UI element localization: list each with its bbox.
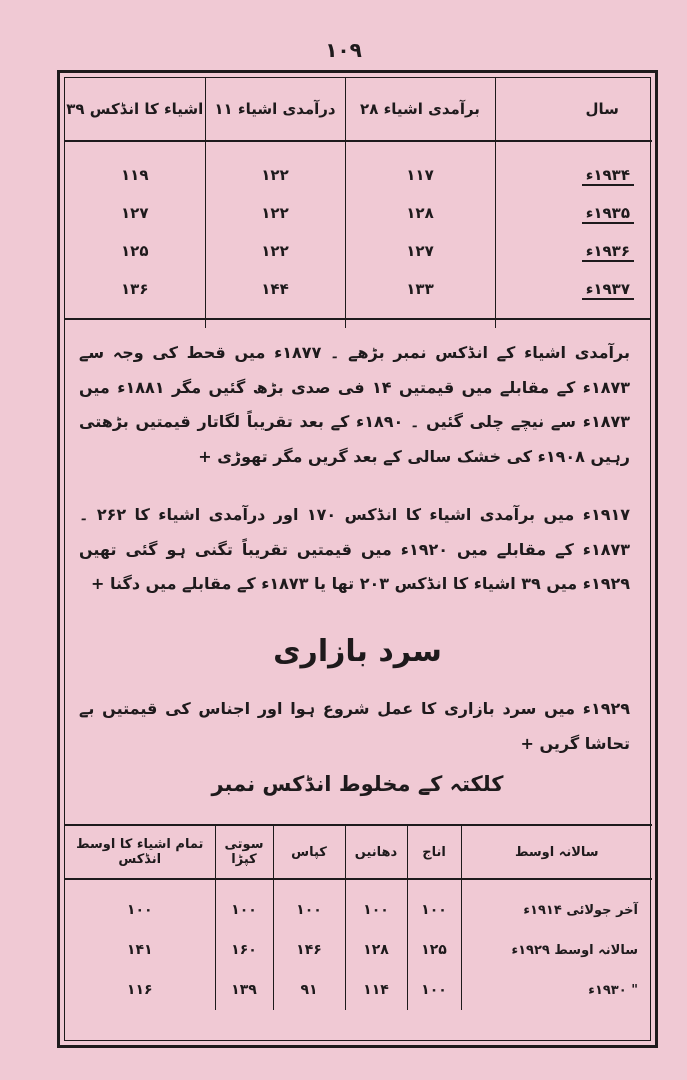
cell-cloth: ۱۰۰ <box>215 879 273 930</box>
top-index-table <box>65 78 652 328</box>
page-frame <box>57 70 658 1048</box>
cell-cloth: ۱۶۰ <box>215 930 273 970</box>
table-row <box>65 232 652 270</box>
year-label: ۱۹۳۷ء <box>582 280 634 300</box>
section-divider <box>65 318 650 320</box>
cell-period: آخر جولائی ۱۹۱۴ء <box>461 879 652 930</box>
cell-imports: ۱۲۲ <box>205 194 345 232</box>
cell-period: سالانہ اوسط ۱۹۲۹ء <box>461 930 652 970</box>
cell-exports: ۱۱۷ <box>345 141 495 194</box>
cell-year <box>495 194 652 232</box>
header-index: ۳۹ اشیاء کا انڈکس <box>65 78 205 141</box>
cell-cotton: ۱۰۰ <box>273 879 345 930</box>
cell-all: ۱۴۱ <box>126 942 153 958</box>
header-grain: اناج <box>407 825 461 879</box>
paragraph-1: برآمدی اشیاء کے انڈکس نمبر بڑھے ۔ ۱۸۷۷ء میں قحط کی وجہ سے ۱۸۷۳ء کے مقابلے میں قیمتیں ۱۴ فی صدی بڑھ گئیں مگر ۱۸۸۱ء میں ۱۸۷۳ء سے نیچے چلی گئیں ۔ ۱۸۹۰ء کے بعد تقریباً لگاتار قیمتیں بڑھتی رہیں ۱۹۰۸ء کی خشک سالی کے بعد گریں مگر تھوڑی + <box>79 343 630 466</box>
header-exports: ۲۸ برآمدی اشیاء <box>345 78 495 141</box>
header-cloth: سوتی کپڑا <box>215 825 273 879</box>
table-row <box>65 879 652 930</box>
header-all-items: تمام اشیاء کا اوسط انڈکس <box>65 825 215 879</box>
cell-imports: ۱۴۴ <box>205 270 345 328</box>
page-number: ۱۰۹ <box>325 38 362 62</box>
header-period: سالانہ اوسط <box>461 825 652 879</box>
cell-index: ۱۲۵ <box>121 242 149 260</box>
year-label: ۱۹۳۶ء <box>582 242 634 262</box>
header-year: سال <box>495 78 652 141</box>
cell-imports: ۱۲۲ <box>205 141 345 194</box>
cell-exports: ۱۳۳ <box>345 270 495 328</box>
paragraph-2: ۱۹۱۷ء میں برآمدی اشیاء کا انڈکس ۱۷۰ اور درآمدی اشیاء کا ۲۶۲ ۔ ۱۸۷۳ء کے مقابلے میں ۱۹۲۰ء میں قیمتیں تقریباً تگنی ہو گئی تھیں ۱۹۲۹ء میں ۳۹ اشیاء کا انڈکس ۲۰۳ تھا یا ۱۸۷۳ء کے مقابلے میں دگنا + <box>79 505 630 593</box>
header-pulses: دھانیں <box>345 825 407 879</box>
cell-imports: ۱۲۲ <box>205 232 345 270</box>
table-row <box>65 970 652 1010</box>
header-cotton: کپاس <box>273 825 345 879</box>
cell-cotton: ۹۱ <box>273 970 345 1010</box>
header-imports: ۱۱ درآمدی اشیاء <box>205 78 345 141</box>
cell-year <box>495 141 652 194</box>
cell-pulses: ۱۲۸ <box>345 930 407 970</box>
cell-pulses: ۱۱۴ <box>345 970 407 1010</box>
cell-exports: ۱۲۸ <box>345 194 495 232</box>
cell-pulses: ۱۰۰ <box>345 879 407 930</box>
page-inner-frame <box>64 77 651 1041</box>
cell-grain: ۱۰۰ <box>407 970 461 1010</box>
cell-all: ۱۰۰ <box>126 902 153 918</box>
year-label: ۱۹۳۵ء <box>582 204 634 224</box>
cell-year <box>495 232 652 270</box>
cell-cotton: ۱۴۶ <box>273 930 345 970</box>
paragraph-3: ۱۹۲۹ء میں سرد بازاری کا عمل شروع ہوا اور اجناس کی قیمتیں بے تحاشا گریں + <box>79 699 630 753</box>
section-title: سرد بازاری <box>273 634 442 669</box>
cell-index: ۱۳۶ <box>121 280 149 298</box>
cell-grain: ۱۲۵ <box>407 930 461 970</box>
table-row <box>65 141 652 194</box>
table-row <box>65 194 652 232</box>
cell-grain: ۱۰۰ <box>407 879 461 930</box>
year-label: ۱۹۳۴ء <box>582 166 634 186</box>
section-subtitle: کلکتہ کے مخلوط انڈکس نمبر <box>211 772 504 796</box>
cell-all: ۱۱۶ <box>126 982 153 998</box>
cell-index: ۱۱۹ <box>121 166 149 184</box>
cell-exports: ۱۲۷ <box>345 232 495 270</box>
table-row <box>65 930 652 970</box>
cell-period: " ۱۹۳۰ء <box>461 970 652 1010</box>
cell-index: ۱۲۷ <box>121 204 149 222</box>
cell-cloth: ۱۳۹ <box>215 970 273 1010</box>
calcutta-index-table <box>65 824 652 1010</box>
